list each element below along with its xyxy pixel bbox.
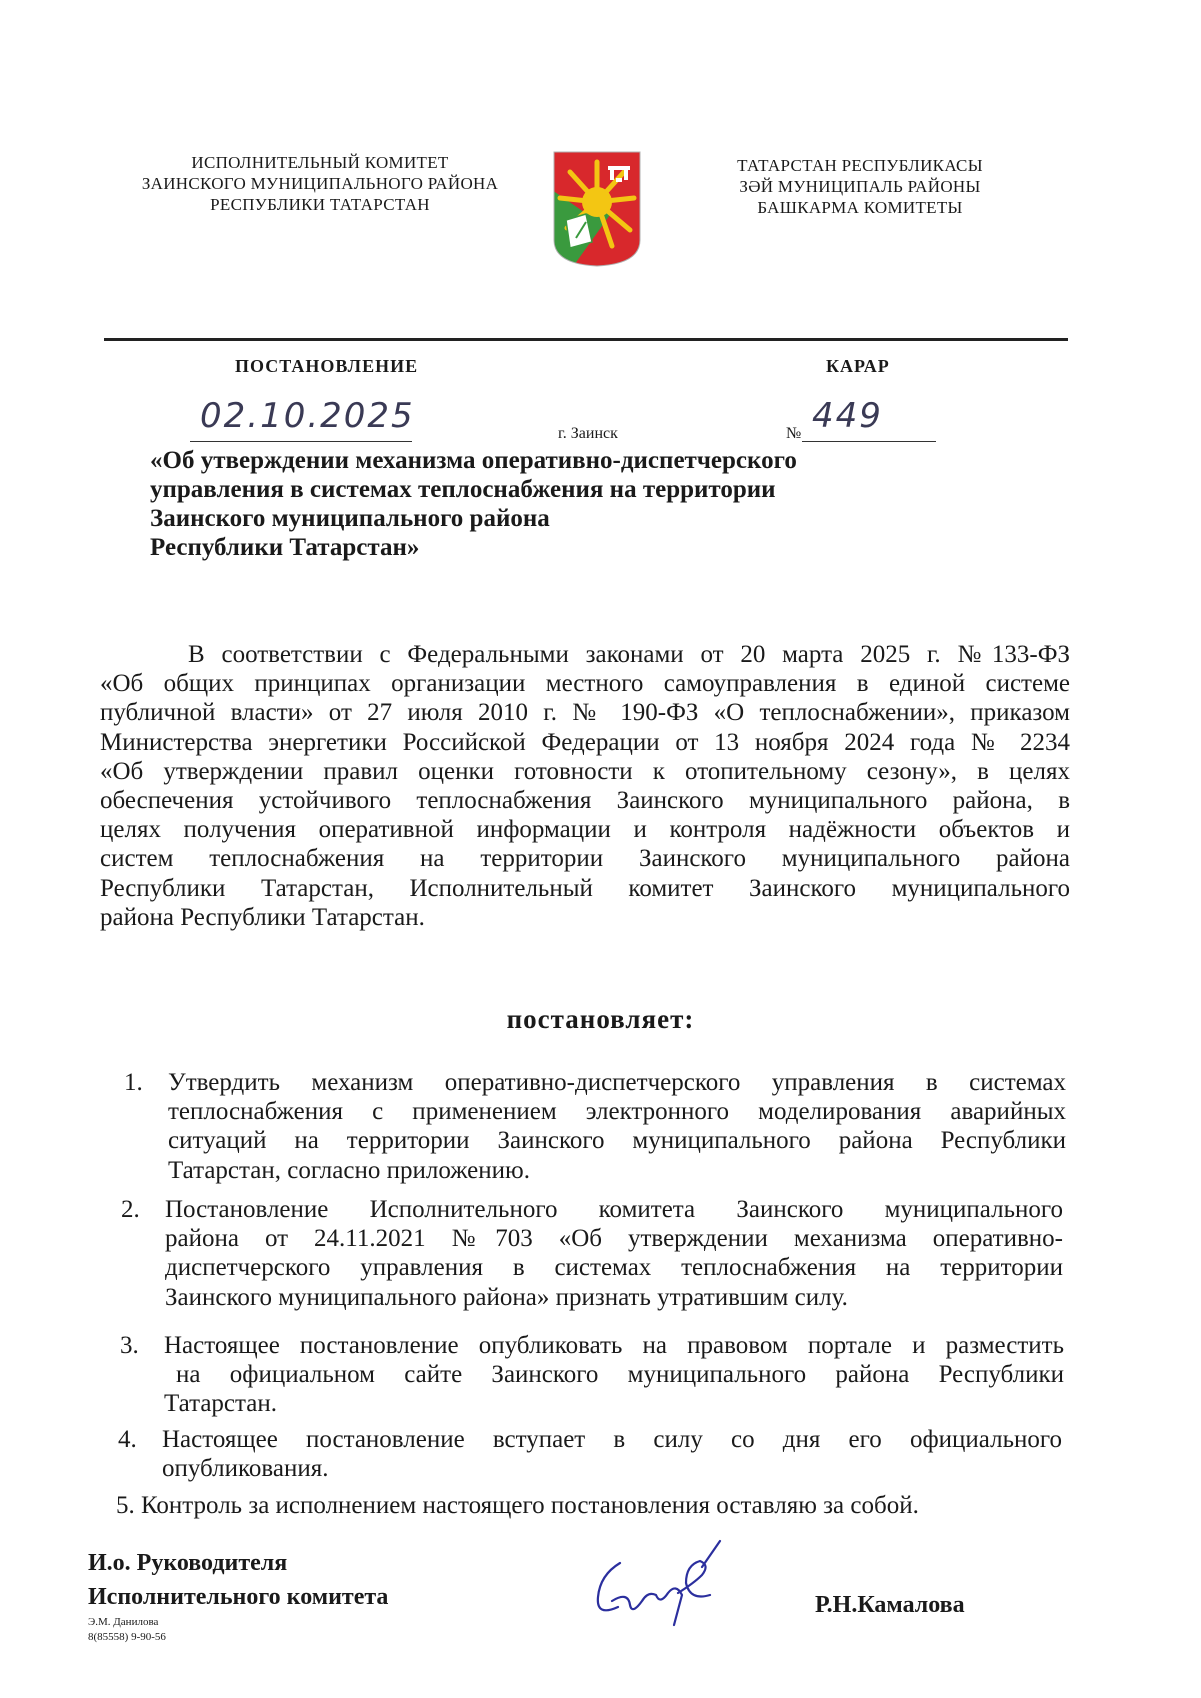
preamble-line: «Об утверждении правил оценки готовности к отопительному сезону», в целях bbox=[100, 757, 1070, 785]
executor-phone: 8(85558) 9-90-56 bbox=[88, 1631, 166, 1643]
title-line: «Об утверждении механизма оперативно-диспетчерского bbox=[150, 447, 797, 474]
preamble-line: обеспечения устойчивого теплоснабжения Заинского муниципального района, в bbox=[100, 787, 1070, 815]
signatory-name: Р.Н.Камалова bbox=[815, 1592, 965, 1618]
preamble-line: Республики Татарстан, Исполнительный комитет Заинского муниципального bbox=[100, 874, 1070, 902]
resolution-item bbox=[116, 1491, 1076, 1520]
coat-of-arms-emblem bbox=[552, 150, 642, 268]
preamble-line: публичной власти» от 27 июля 2010 г. № 190-ФЗ «О теплоснабжении», приказом bbox=[100, 699, 1070, 727]
issuer-tt-line: БАШКАРМА КОМИТЕТЫ bbox=[757, 198, 963, 217]
executor-name: Э.М. Данилова bbox=[88, 1616, 159, 1628]
issuer-ru-line: ЗАИНСКОГО МУНИЦИПАЛЬНОГО РАЙОНА bbox=[141, 174, 499, 193]
title-line: управления в системах теплоснабжения на территории bbox=[150, 476, 776, 503]
item-line: Постановление Исполнительного комитета Заинского муниципального bbox=[165, 1196, 1063, 1223]
date-underline bbox=[190, 441, 412, 442]
preamble-paragraph bbox=[100, 640, 1070, 932]
preamble-line: целях получения оперативной информации и контроля надёжности объектов и bbox=[100, 816, 1070, 844]
preamble-line: В соответствии с Федеральными законами от 20 марта 2025 г. №133-ФЗ bbox=[188, 641, 1070, 668]
preamble-line: Министерства энергетики Российской Федерации от 13 ноября 2024 года № 2234 bbox=[100, 728, 1070, 756]
item-line: района от 24.11.2021 №703 «Об утверждении механизма оперативно- bbox=[165, 1225, 1063, 1253]
document-title bbox=[150, 446, 910, 562]
issuer-name-ru bbox=[110, 152, 530, 215]
issuer-name-tt bbox=[690, 155, 1030, 218]
item-number: 4. bbox=[118, 1426, 137, 1453]
number-sign: № bbox=[786, 425, 802, 442]
item-line: на официальном сайте Заинского муниципального района Республики bbox=[176, 1361, 1064, 1389]
item-line: Заинского муниципального района» признать утратившим силу. bbox=[165, 1283, 848, 1311]
preamble-line: района Республики Татарстан. bbox=[100, 903, 425, 931]
title-line: Республики Татарстан» bbox=[150, 534, 420, 561]
item-line: Татарстан. bbox=[164, 1390, 277, 1418]
issuer-tt-line: ЗӘЙ МУНИЦИПАЛЬ РАЙОНЫ bbox=[739, 177, 981, 196]
handwritten-signature bbox=[590, 1535, 730, 1635]
item-line: Утвердить механизм оперативно-диспетчерского управления в системах bbox=[168, 1069, 1066, 1096]
item-line: Контроль за исполнением настоящего постановления оставляю за собой. bbox=[141, 1492, 919, 1519]
preamble-line: «Об общих принципах организации местного самоуправления в единой системе bbox=[100, 670, 1070, 698]
item-line: Настоящее постановление вступает в силу со дня его официального bbox=[162, 1426, 1062, 1453]
header-divider bbox=[104, 338, 1068, 341]
signatory-position-line: И.о. Руководителя bbox=[88, 1550, 288, 1576]
document-city: г. Заинск bbox=[558, 425, 618, 442]
item-line: ситуаций на территории Заинского муниципального района Республики bbox=[168, 1127, 1066, 1155]
document-number: 449 bbox=[812, 396, 883, 436]
item-number: 1. bbox=[124, 1069, 143, 1096]
item-line: Татарстан, согласно приложению. bbox=[168, 1156, 530, 1184]
item-line: Настоящее постановление опубликовать на правовом портале и разместить bbox=[164, 1332, 1064, 1359]
preamble-line: систем теплоснабжения на территории Заинского муниципального района bbox=[100, 845, 1070, 873]
document-kind-ru: ПОСТАНОВЛЕНИЕ bbox=[235, 356, 419, 376]
number-underline bbox=[802, 441, 936, 442]
resolves-heading: постановляет: bbox=[506, 1004, 695, 1034]
document-kind-tt: КАРАР bbox=[826, 356, 890, 376]
item-number: 3. bbox=[120, 1332, 139, 1359]
issuer-tt-line: ТАТАРСТАН РЕСПУБЛИКАСЫ bbox=[737, 156, 983, 175]
item-text bbox=[164, 1331, 1064, 1419]
issuer-ru-line: ИСПОЛНИТЕЛЬНЫЙ КОМИТЕТ bbox=[191, 153, 449, 172]
item-number: 5. bbox=[116, 1492, 135, 1519]
item-text bbox=[165, 1195, 1063, 1312]
item-line: диспетчерского управления в системах теплоснабжения на территории bbox=[165, 1254, 1063, 1282]
signatory-position-line: Исполнительного комитета bbox=[88, 1584, 389, 1610]
item-text bbox=[168, 1068, 1066, 1185]
document-date: 02.10.2025 bbox=[200, 396, 415, 436]
item-text bbox=[162, 1425, 1062, 1483]
issuer-ru-line: РЕСПУБЛИКИ ТАТАРСТАН bbox=[210, 195, 430, 214]
item-number: 2. bbox=[121, 1196, 140, 1223]
item-line: теплоснабжения с применением электронного моделирования аварийных bbox=[168, 1098, 1066, 1126]
item-line: опубликования. bbox=[162, 1455, 329, 1483]
title-line: Заинского муниципального района bbox=[150, 505, 550, 532]
